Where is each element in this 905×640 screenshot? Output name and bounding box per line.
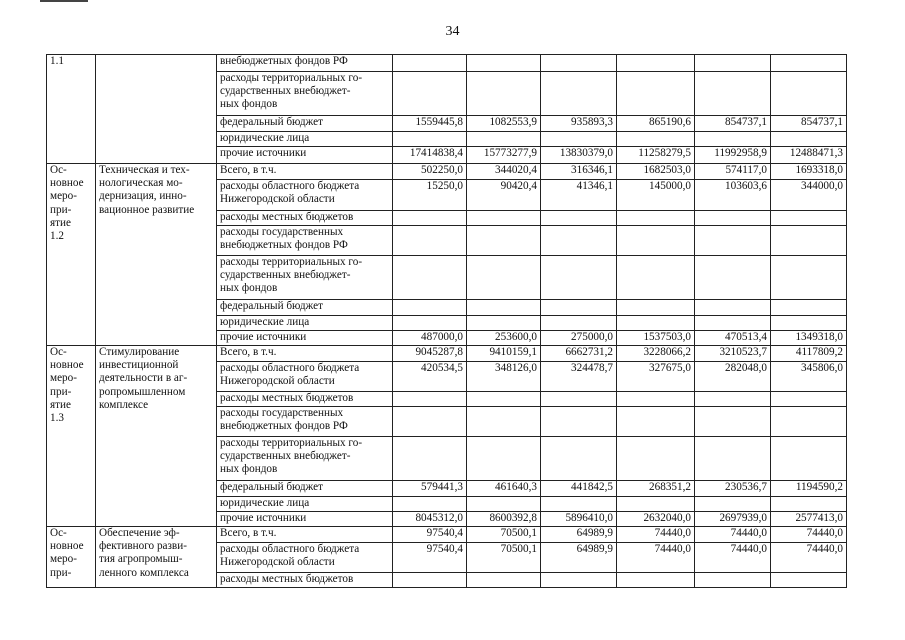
amount-cell xyxy=(467,392,541,407)
amount-cell xyxy=(771,256,847,300)
amount-cell xyxy=(393,132,467,147)
amount-cell: 1194590,2 xyxy=(771,481,847,497)
amount-cell: 1349318,0 xyxy=(771,331,847,346)
amount-cell xyxy=(541,55,617,72)
funding-source-cell: расходы территориальных го- сударственных внебюджет- ных фондов xyxy=(217,437,393,481)
amount-cell: 1682503,0 xyxy=(617,164,695,180)
amount-cell: 3228066,2 xyxy=(617,346,695,362)
activity-name-cell: Стимулирование инвестиционной деятельности в аг- ропромышленном комплексе xyxy=(96,346,217,527)
amount-cell: 865190,6 xyxy=(617,116,695,132)
amount-cell xyxy=(695,316,771,331)
amount-cell: 1082553,9 xyxy=(467,116,541,132)
amount-cell xyxy=(695,55,771,72)
funding-source-cell: юридические лица xyxy=(217,497,393,512)
amount-cell: 253600,0 xyxy=(467,331,541,346)
amount-cell: 487000,0 xyxy=(393,331,467,346)
funding-source-cell: федеральный бюджет xyxy=(217,300,393,316)
activity-code-cell: Ос- новное меро- при- xyxy=(47,527,96,588)
funding-source-cell: расходы территориальных го- сударственных внебюджет- ных фондов xyxy=(217,256,393,300)
table-row xyxy=(47,55,847,72)
amount-cell xyxy=(393,55,467,72)
amount-cell: 97540,4 xyxy=(393,543,467,573)
top-rule-mark xyxy=(40,0,88,2)
funding-source-cell: Всего, в т.ч. xyxy=(217,527,393,543)
budget-table-body xyxy=(47,55,847,588)
amount-cell: 13830379,0 xyxy=(541,147,617,164)
funding-source-cell: прочие источники xyxy=(217,512,393,527)
amount-cell: 17414838,4 xyxy=(393,147,467,164)
amount-cell: 90420,4 xyxy=(467,180,541,211)
funding-source-cell: расходы государственных внебюджетных фондов РФ xyxy=(217,407,393,437)
amount-cell: 12488471,3 xyxy=(771,147,847,164)
activity-name-cell: Обеспечение эф- фективного разви- тия агропромыш- ленного комплекса xyxy=(96,527,217,588)
amount-cell xyxy=(695,437,771,481)
amount-cell xyxy=(541,497,617,512)
amount-cell xyxy=(617,573,695,588)
amount-cell: 441842,5 xyxy=(541,481,617,497)
amount-cell xyxy=(695,300,771,316)
funding-source-cell: прочие источники xyxy=(217,331,393,346)
amount-cell: 4117809,2 xyxy=(771,346,847,362)
amount-cell: 74440,0 xyxy=(617,527,695,543)
amount-cell xyxy=(617,211,695,226)
amount-cell xyxy=(695,211,771,226)
activity-code-cell: Ос- новное меро- при- ятие 1.3 xyxy=(47,346,96,527)
amount-cell xyxy=(541,226,617,256)
page-number: 34 xyxy=(445,24,460,39)
amount-cell: 15250,0 xyxy=(393,180,467,211)
amount-cell: 1693318,0 xyxy=(771,164,847,180)
amount-cell: 579441,3 xyxy=(393,481,467,497)
amount-cell xyxy=(541,407,617,437)
amount-cell xyxy=(617,437,695,481)
amount-cell xyxy=(393,300,467,316)
amount-cell xyxy=(771,437,847,481)
amount-cell xyxy=(393,256,467,300)
amount-cell xyxy=(541,437,617,481)
amount-cell: 41346,1 xyxy=(541,180,617,211)
funding-source-cell: юридические лица xyxy=(217,316,393,331)
amount-cell: 420534,5 xyxy=(393,362,467,392)
amount-cell: 11992958,9 xyxy=(695,147,771,164)
amount-cell: 2577413,0 xyxy=(771,512,847,527)
amount-cell xyxy=(467,300,541,316)
funding-source-cell: юридические лица xyxy=(217,132,393,147)
amount-cell: 74440,0 xyxy=(695,543,771,573)
funding-source-cell: расходы областного бюджета Нижегородской области xyxy=(217,543,393,573)
table-row xyxy=(47,346,847,362)
amount-cell xyxy=(771,55,847,72)
amount-cell: 74440,0 xyxy=(771,543,847,573)
amount-cell: 324478,7 xyxy=(541,362,617,392)
amount-cell xyxy=(771,573,847,588)
amount-cell: 8600392,8 xyxy=(467,512,541,527)
amount-cell: 275000,0 xyxy=(541,331,617,346)
amount-cell: 103603,6 xyxy=(695,180,771,211)
funding-source-cell: расходы территориальных го- сударственных внебюджет- ных фондов xyxy=(217,72,393,116)
amount-cell xyxy=(467,211,541,226)
amount-cell: 230536,7 xyxy=(695,481,771,497)
funding-source-cell: Всего, в т.ч. xyxy=(217,164,393,180)
amount-cell xyxy=(695,573,771,588)
amount-cell xyxy=(467,316,541,331)
amount-cell xyxy=(541,300,617,316)
amount-cell xyxy=(393,573,467,588)
funding-source-cell: расходы областного бюджета Нижегородской области xyxy=(217,180,393,211)
amount-cell xyxy=(695,226,771,256)
amount-cell xyxy=(771,392,847,407)
amount-cell: 74440,0 xyxy=(771,527,847,543)
amount-cell xyxy=(467,226,541,256)
amount-cell: 1537503,0 xyxy=(617,331,695,346)
amount-cell xyxy=(617,300,695,316)
amount-cell xyxy=(393,407,467,437)
amount-cell xyxy=(771,132,847,147)
amount-cell: 6662731,2 xyxy=(541,346,617,362)
amount-cell xyxy=(771,300,847,316)
amount-cell xyxy=(541,392,617,407)
amount-cell xyxy=(617,407,695,437)
amount-cell xyxy=(771,226,847,256)
amount-cell: 327675,0 xyxy=(617,362,695,392)
amount-cell: 2697939,0 xyxy=(695,512,771,527)
amount-cell: 70500,1 xyxy=(467,543,541,573)
amount-cell: 9410159,1 xyxy=(467,346,541,362)
amount-cell xyxy=(467,407,541,437)
amount-cell: 854737,1 xyxy=(771,116,847,132)
amount-cell xyxy=(467,437,541,481)
amount-cell xyxy=(541,573,617,588)
amount-cell: 9045287,8 xyxy=(393,346,467,362)
amount-cell: 74440,0 xyxy=(617,543,695,573)
funding-source-cell: федеральный бюджет xyxy=(217,116,393,132)
amount-cell xyxy=(695,392,771,407)
amount-cell: 64989,9 xyxy=(541,527,617,543)
amount-cell xyxy=(467,55,541,72)
amount-cell: 64989,9 xyxy=(541,543,617,573)
budget-table xyxy=(46,54,847,588)
activity-name-cell: Техническая и тех- нологическая мо- дернизация, инно- вационное развитие xyxy=(96,164,217,346)
funding-source-cell: расходы местных бюджетов xyxy=(217,392,393,407)
amount-cell xyxy=(541,211,617,226)
amount-cell: 97540,4 xyxy=(393,527,467,543)
amount-cell: 2632040,0 xyxy=(617,512,695,527)
amount-cell: 461640,3 xyxy=(467,481,541,497)
funding-source-cell: расходы областного бюджета Нижегородской области xyxy=(217,362,393,392)
amount-cell xyxy=(771,316,847,331)
amount-cell: 348126,0 xyxy=(467,362,541,392)
funding-source-cell: расходы местных бюджетов xyxy=(217,573,393,588)
amount-cell xyxy=(695,72,771,116)
amount-cell: 935893,3 xyxy=(541,116,617,132)
funding-source-cell: прочие источники xyxy=(217,147,393,164)
amount-cell xyxy=(467,256,541,300)
amount-cell xyxy=(695,497,771,512)
amount-cell xyxy=(695,132,771,147)
table-row xyxy=(47,164,847,180)
funding-source-cell: внебюджетных фондов РФ xyxy=(217,55,393,72)
amount-cell: 470513,4 xyxy=(695,331,771,346)
amount-cell: 11258279,5 xyxy=(617,147,695,164)
amount-cell xyxy=(617,226,695,256)
activity-name-cell xyxy=(96,55,217,164)
funding-source-cell: расходы местных бюджетов xyxy=(217,211,393,226)
amount-cell xyxy=(541,256,617,300)
amount-cell xyxy=(393,437,467,481)
amount-cell xyxy=(393,226,467,256)
funding-source-cell: расходы государственных внебюджетных фондов РФ xyxy=(217,226,393,256)
amount-cell xyxy=(771,407,847,437)
amount-cell: 345806,0 xyxy=(771,362,847,392)
amount-cell xyxy=(393,497,467,512)
amount-cell xyxy=(617,132,695,147)
amount-cell xyxy=(771,211,847,226)
amount-cell: 70500,1 xyxy=(467,527,541,543)
amount-cell: 74440,0 xyxy=(695,527,771,543)
amount-cell: 15773277,9 xyxy=(467,147,541,164)
amount-cell xyxy=(467,573,541,588)
amount-cell xyxy=(617,392,695,407)
amount-cell xyxy=(541,132,617,147)
amount-cell: 282048,0 xyxy=(695,362,771,392)
amount-cell: 145000,0 xyxy=(617,180,695,211)
amount-cell xyxy=(617,256,695,300)
amount-cell xyxy=(771,497,847,512)
amount-cell xyxy=(695,407,771,437)
amount-cell xyxy=(617,72,695,116)
amount-cell: 344000,0 xyxy=(771,180,847,211)
amount-cell xyxy=(541,72,617,116)
amount-cell xyxy=(695,256,771,300)
activity-code-cell: Ос- новное меро- при- ятие 1.2 xyxy=(47,164,96,346)
amount-cell xyxy=(617,55,695,72)
amount-cell: 1559445,8 xyxy=(393,116,467,132)
amount-cell xyxy=(771,72,847,116)
amount-cell: 268351,2 xyxy=(617,481,695,497)
amount-cell xyxy=(467,72,541,116)
amount-cell: 316346,1 xyxy=(541,164,617,180)
amount-cell xyxy=(467,132,541,147)
amount-cell: 502250,0 xyxy=(393,164,467,180)
amount-cell xyxy=(393,392,467,407)
amount-cell xyxy=(393,72,467,116)
amount-cell: 8045312,0 xyxy=(393,512,467,527)
amount-cell: 344020,4 xyxy=(467,164,541,180)
amount-cell xyxy=(617,497,695,512)
amount-cell: 3210523,7 xyxy=(695,346,771,362)
amount-cell xyxy=(541,316,617,331)
funding-source-cell: Всего, в т.ч. xyxy=(217,346,393,362)
amount-cell: 574117,0 xyxy=(695,164,771,180)
amount-cell: 854737,1 xyxy=(695,116,771,132)
funding-source-cell: федеральный бюджет xyxy=(217,481,393,497)
table-row xyxy=(47,527,847,543)
amount-cell: 5896410,0 xyxy=(541,512,617,527)
activity-code-cell: 1.1 xyxy=(47,55,96,164)
amount-cell xyxy=(393,211,467,226)
amount-cell xyxy=(393,316,467,331)
amount-cell xyxy=(467,497,541,512)
amount-cell xyxy=(617,316,695,331)
